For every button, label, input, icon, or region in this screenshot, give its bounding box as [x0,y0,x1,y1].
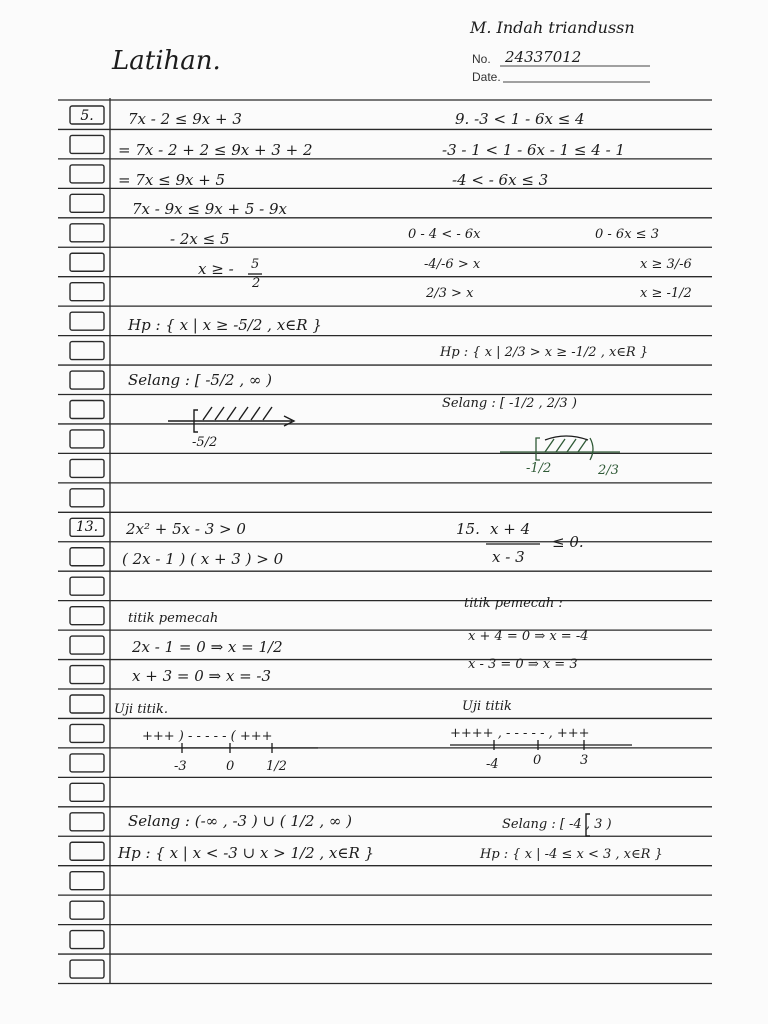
p13-titik: titik pemecah [128,611,219,626]
row-checkbox [70,754,104,772]
p9-number-line [500,436,620,460]
row-checkbox [70,459,104,477]
row-checkbox [70,607,104,625]
p9-line-5b: x ≥ 3/-6 [640,257,692,272]
p5-line-6: x ≥ - [198,260,234,278]
row-checkbox [70,783,104,801]
row-checkbox [70,194,104,212]
p9-line-6a: 2/3 > x [426,286,474,301]
row-checkbox [70,224,104,242]
row-checkbox [70,901,104,919]
row-checkbox [70,872,104,890]
row-number-5: 5. [80,108,94,124]
p9-line-3: -4 < - 6x ≤ 3 [452,171,549,189]
p15-titik: titik pemecah : [464,596,563,611]
p9-line-right: 2/3 [598,463,619,478]
p9-hp: Hp : { x | 2/3 > x ≥ -1/2 , x∈R } [440,345,649,360]
row-checkbox [70,342,104,360]
p13-selang: Selang : (-∞ , -3 ) ∪ ( 1/2 , ∞ ) [128,812,352,830]
p13-line-2: ( 2x - 1 ) ( x + 3 ) > 0 [122,550,284,568]
row-checkbox [70,283,104,301]
p13-n3: 1/2 [266,759,287,774]
row-checkbox [70,430,104,448]
p15-hp: Hp : { x | -4 ≤ x < 3 , x∈R } [480,847,663,862]
p5-line-3: = 7x ≤ 9x + 5 [118,171,226,189]
row-checkbox [70,960,104,978]
p5-line-5: - 2x ≤ 5 [170,230,230,248]
row-checkbox [70,842,104,860]
row-checkbox [70,577,104,595]
p5-hp: Hp : { x | x ≥ -5/2 , x∈R } [128,316,322,334]
p5-line-6-den: 2 [252,276,261,291]
p15-selang: Selang : [ -4 , 3 ) [502,817,612,832]
p5-line-label: -5/2 [192,435,218,450]
row-checkbox [70,695,104,713]
p15-n2: 0 [533,753,542,768]
p13-line-1: 2x² + 5x - 3 > 0 [126,520,246,538]
p5-number-line [168,407,294,432]
row-checkbox [70,666,104,684]
p5-selang: Selang : [ -5/2 , ∞ ) [128,371,272,389]
student-number: 24337012 [505,48,582,66]
p9-selang: Selang : [ -1/2 , 2/3 ) [442,396,577,411]
p15-uji: Uji titik [462,699,512,714]
row-checkbox [70,401,104,419]
page-title: Latihan. [112,46,221,76]
p5-line-6-num: 5 [251,257,260,272]
date-label: Date. [472,70,501,84]
p15-n3: 3 [580,753,589,768]
p13-hp: Hp : { x | x < -3 ∪ x > 1/2 , x∈R } [118,844,375,862]
row-checkbox [70,813,104,831]
row-checkbox [70,489,104,507]
row-checkbox [70,165,104,183]
row-checkbox [70,312,104,330]
p13-t1: 2x - 1 = 0 ⇒ x = 1/2 [132,638,283,656]
row-checkbox [70,931,104,949]
p9-line-2: -3 - 1 < 1 - 6x - 1 ≤ 4 - 1 [442,141,625,159]
p9-line-1: 9. -3 < 1 - 6x ≤ 4 [455,110,585,128]
p5-line-4: 7x - 9x ≤ 9x + 5 - 9x [132,200,287,218]
p15-relation: ≤ 0. [552,533,584,551]
row-checkbox [70,636,104,654]
p9-line-5a: -4/-6 > x [424,257,481,272]
p15-label: 15. [456,520,480,538]
p9-line-4a: 0 - 4 < - 6x [408,227,481,242]
p15-numerator: x + 4 [490,520,531,538]
p5-line-1: 7x - 2 ≤ 9x + 3 [128,110,242,128]
row-checkbox [70,724,104,742]
no-label: No. [472,52,491,66]
p9-line-6b: x ≥ -1/2 [640,286,692,301]
p9-line-4b: 0 - 6x ≤ 3 [595,227,659,242]
p15-signs: ++++ , - - - - - , +++ [450,726,590,741]
row-checkbox [70,253,104,271]
p15-n1: -4 [486,757,499,772]
student-name: M. Indah triandussn [470,18,635,37]
p13-t2: x + 3 = 0 ⇒ x = -3 [132,667,272,685]
p13-test-line [140,743,318,753]
p13-signs: +++ ) - - - - - ( +++ [142,729,273,744]
p9-line-left: -1/2 [526,461,552,476]
row-checkbox [70,371,104,389]
p5-line-2: = 7x - 2 + 2 ≤ 9x + 3 + 2 [118,141,313,159]
p13-n1: -3 [174,759,187,774]
row-number-13: 13. [75,519,99,535]
row-checkbox [70,548,104,566]
p13-n2: 0 [226,759,235,774]
row-checkbox [70,135,104,153]
p15-denominator: x - 3 [492,548,525,566]
p13-uji: Uji titik. [114,702,169,717]
p15-t2: x - 3 = 0 ⇒ x = 3 [468,657,578,672]
p15-t1: x + 4 = 0 ⇒ x = -4 [468,629,589,644]
